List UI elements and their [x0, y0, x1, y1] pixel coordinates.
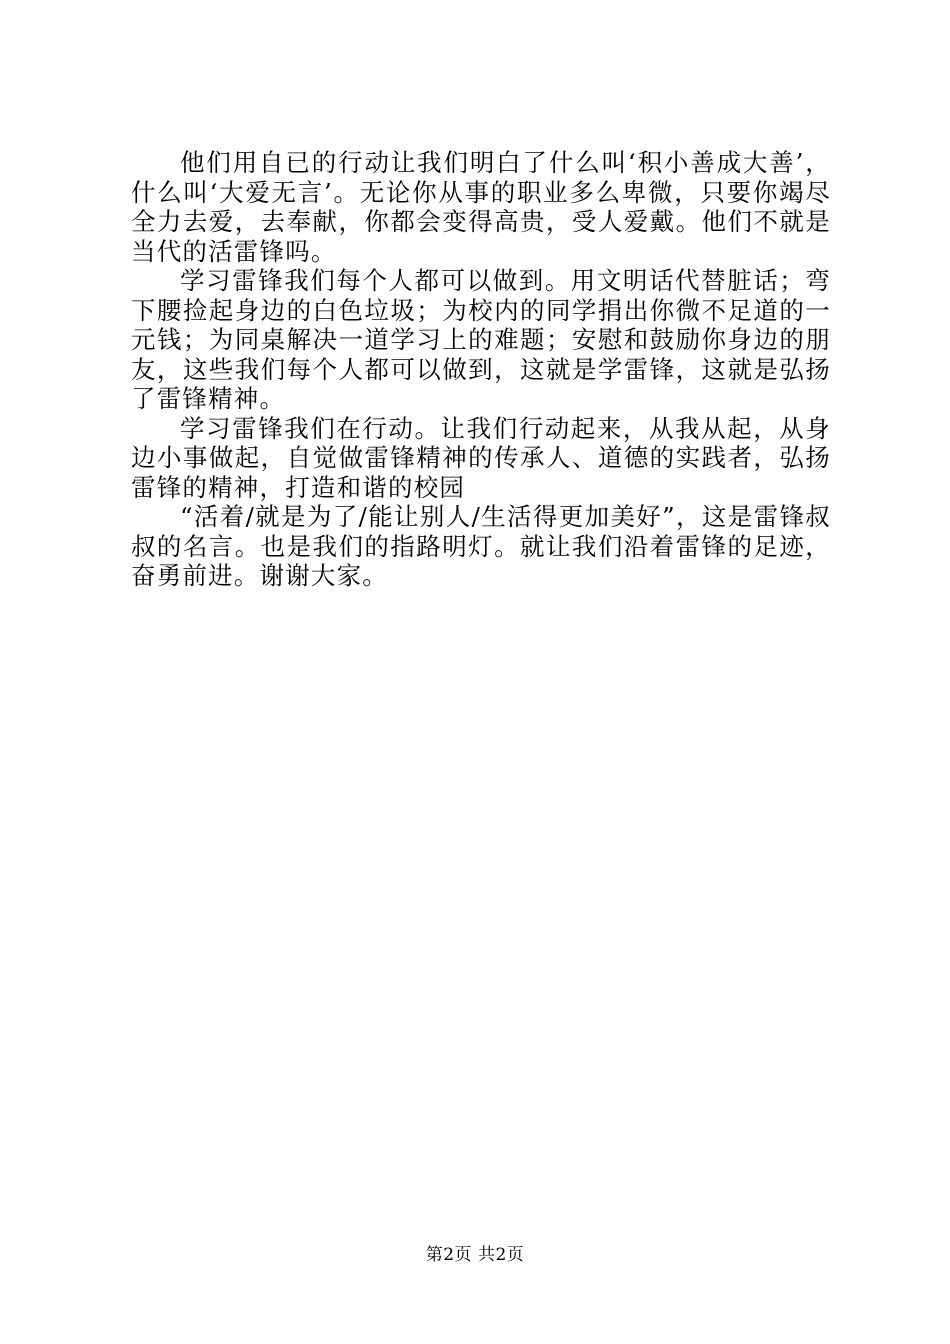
paragraph-2: 学习雷锋我们每个人都可以做到。用文明话代替脏话；弯下腰捡起身边的白色垃圾；为校内的同学捐出你微不足道的一元钱；为同桌解决一道学习上的难题；安慰和鼓励你身边的朋友，这些我们每个人都可以做到，这就是学雷锋，这就是弘扬了雷锋精神。	[131, 266, 831, 413]
page-number-footer: 第2页 共2页	[425, 1245, 525, 1265]
paragraph-3: 学习雷锋我们在行动。让我们行动起来，从我从起，从身边小事做起，自觉做雷锋精神的传承人、道德的实践者，弘扬雷锋的精神，打造和谐的校园	[131, 413, 831, 502]
document-body	[131, 148, 831, 591]
paragraph-4: “活着/就是为了/能让别人/生活得更加美好”，这是雷锋叔叔的名言。也是我们的指路明灯。就让我们沿着雷锋的足迹，奋勇前进。谢谢大家。	[131, 502, 831, 590]
paragraph-1: 他们用自已的行动让我们明白了什么叫‘积小善成大善’，什么叫‘大爱无言’。无论你从事的职业多么卑微，只要你竭尽全力去爱，去奉献，你都会变得高贵，受人爱戴。他们不就是当代的活雷锋吗。	[131, 148, 831, 266]
